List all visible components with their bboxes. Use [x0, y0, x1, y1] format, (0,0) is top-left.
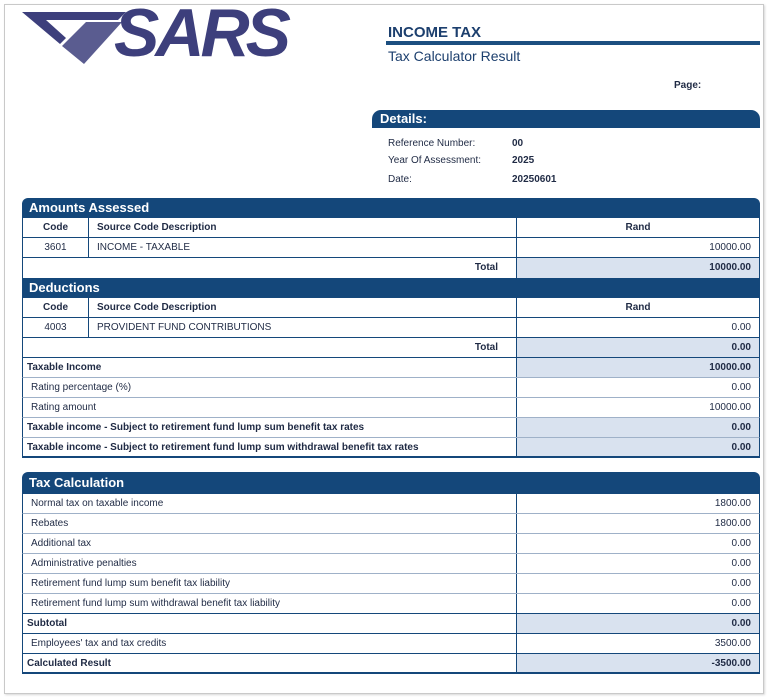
- calculated-result-value: -3500.00: [517, 654, 759, 672]
- date-label: Date:: [388, 174, 412, 185]
- lump-sum-withdrawal-value: 0.00: [517, 438, 759, 456]
- source-description: INCOME - TAXABLE: [89, 238, 517, 257]
- employees-tax-label: Employees' tax and tax credits: [23, 634, 517, 653]
- deductions-heading: Deductions: [22, 278, 760, 298]
- calc-label: Rebates: [23, 514, 517, 533]
- year-of-assessment-value: 2025: [512, 155, 535, 166]
- subtotal-row: [22, 614, 760, 634]
- calc-label: Retirement fund lump sum withdrawal benefit tax liability: [23, 594, 517, 613]
- rating-amount-label: Rating amount: [23, 398, 517, 417]
- reference-number-label: Reference Number:: [388, 138, 476, 149]
- subtotal-value: 0.00: [517, 614, 759, 633]
- taxable-income-row: [22, 358, 760, 378]
- rand-value: 10000.00: [709, 242, 751, 253]
- calc-value: 1800.00: [714, 498, 751, 509]
- table-row: [22, 238, 760, 258]
- calc-value: 0.00: [731, 558, 751, 569]
- taxable-income-value: 10000.00: [517, 358, 759, 377]
- calc-label: Retirement fund lump sum benefit tax liability: [23, 574, 517, 593]
- lump-sum-benefit-value: 0.00: [517, 418, 759, 437]
- title-rule: [386, 41, 760, 45]
- source-description: PROVIDENT FUND CONTRIBUTIONS: [89, 318, 517, 337]
- col-description: Source Code Description: [89, 218, 517, 237]
- table-row: [22, 318, 760, 338]
- deductions-header-row: [22, 298, 760, 318]
- amounts-header-row: [22, 218, 760, 238]
- rating-amount-value: 10000.00: [709, 402, 751, 413]
- document-title: INCOME TAX: [388, 24, 482, 41]
- total-label: Total: [23, 258, 517, 278]
- calc-value: 1800.00: [714, 518, 751, 529]
- table-row: [22, 534, 760, 554]
- tax-calculation-heading: Tax Calculation: [22, 472, 760, 494]
- total-value: 10000.00: [517, 258, 759, 278]
- calc-label: Administrative penalties: [23, 554, 517, 573]
- calc-value: 0.00: [731, 578, 751, 589]
- lump-sum-benefit-row: [22, 418, 760, 438]
- rating-percentage-value: 0.00: [731, 382, 751, 393]
- details-heading: Details:: [372, 110, 760, 128]
- amounts-assessed-heading: Amounts Assessed: [22, 198, 760, 218]
- rating-amount-row: [22, 398, 760, 418]
- year-of-assessment-label: Year Of Assessment:: [388, 155, 482, 166]
- total-value: 0.00: [517, 338, 759, 357]
- table-row: [22, 554, 760, 574]
- calculated-result-row: [22, 654, 760, 674]
- col-rand: Rand: [625, 222, 651, 233]
- subtotal-label: Subtotal: [23, 614, 517, 633]
- source-code: 4003: [23, 318, 89, 337]
- rand-value: 0.00: [731, 322, 751, 333]
- assessment-table: [22, 198, 760, 458]
- table-row: [22, 494, 760, 514]
- lump-sum-withdrawal-row: [22, 438, 760, 458]
- total-label: Total: [23, 338, 517, 357]
- lump-sum-benefit-label: Taxable income - Subject to retirement fund lump sum benefit tax rates: [23, 418, 517, 437]
- col-code: Code: [23, 218, 89, 237]
- table-row: [22, 574, 760, 594]
- date-value: 20250601: [512, 174, 557, 185]
- logo-wordmark: SARS: [114, 0, 287, 71]
- lump-sum-withdrawal-label: Taxable income - Subject to retirement fund lump sum withdrawal benefit tax rates: [23, 438, 517, 456]
- document-subtitle: Tax Calculator Result: [388, 48, 521, 64]
- source-code: 3601: [23, 238, 89, 257]
- calc-value: 0.00: [731, 538, 751, 549]
- tax-calculation-table: [22, 472, 760, 674]
- employees-tax-row: [22, 634, 760, 654]
- table-row: [22, 514, 760, 534]
- deductions-total-row: [22, 338, 760, 358]
- reference-number-value: 00: [512, 138, 524, 149]
- taxable-income-label: Taxable Income: [23, 358, 517, 377]
- rating-percentage-row: [22, 378, 760, 398]
- calculated-result-label: Calculated Result: [23, 654, 517, 672]
- employees-tax-value: 3500.00: [714, 638, 751, 649]
- rating-percentage-label: Rating percentage (%): [23, 378, 517, 397]
- col-code: Code: [23, 298, 89, 317]
- amounts-total-row: [22, 258, 760, 278]
- table-row: [22, 594, 760, 614]
- calc-value: 0.00: [731, 598, 751, 609]
- calc-label: Additional tax: [23, 534, 517, 553]
- col-rand: Rand: [625, 302, 651, 313]
- page-label: Page:: [674, 80, 702, 91]
- sars-logo: [22, 0, 302, 71]
- calc-label: Normal tax on taxable income: [23, 494, 517, 513]
- col-description: Source Code Description: [89, 298, 517, 317]
